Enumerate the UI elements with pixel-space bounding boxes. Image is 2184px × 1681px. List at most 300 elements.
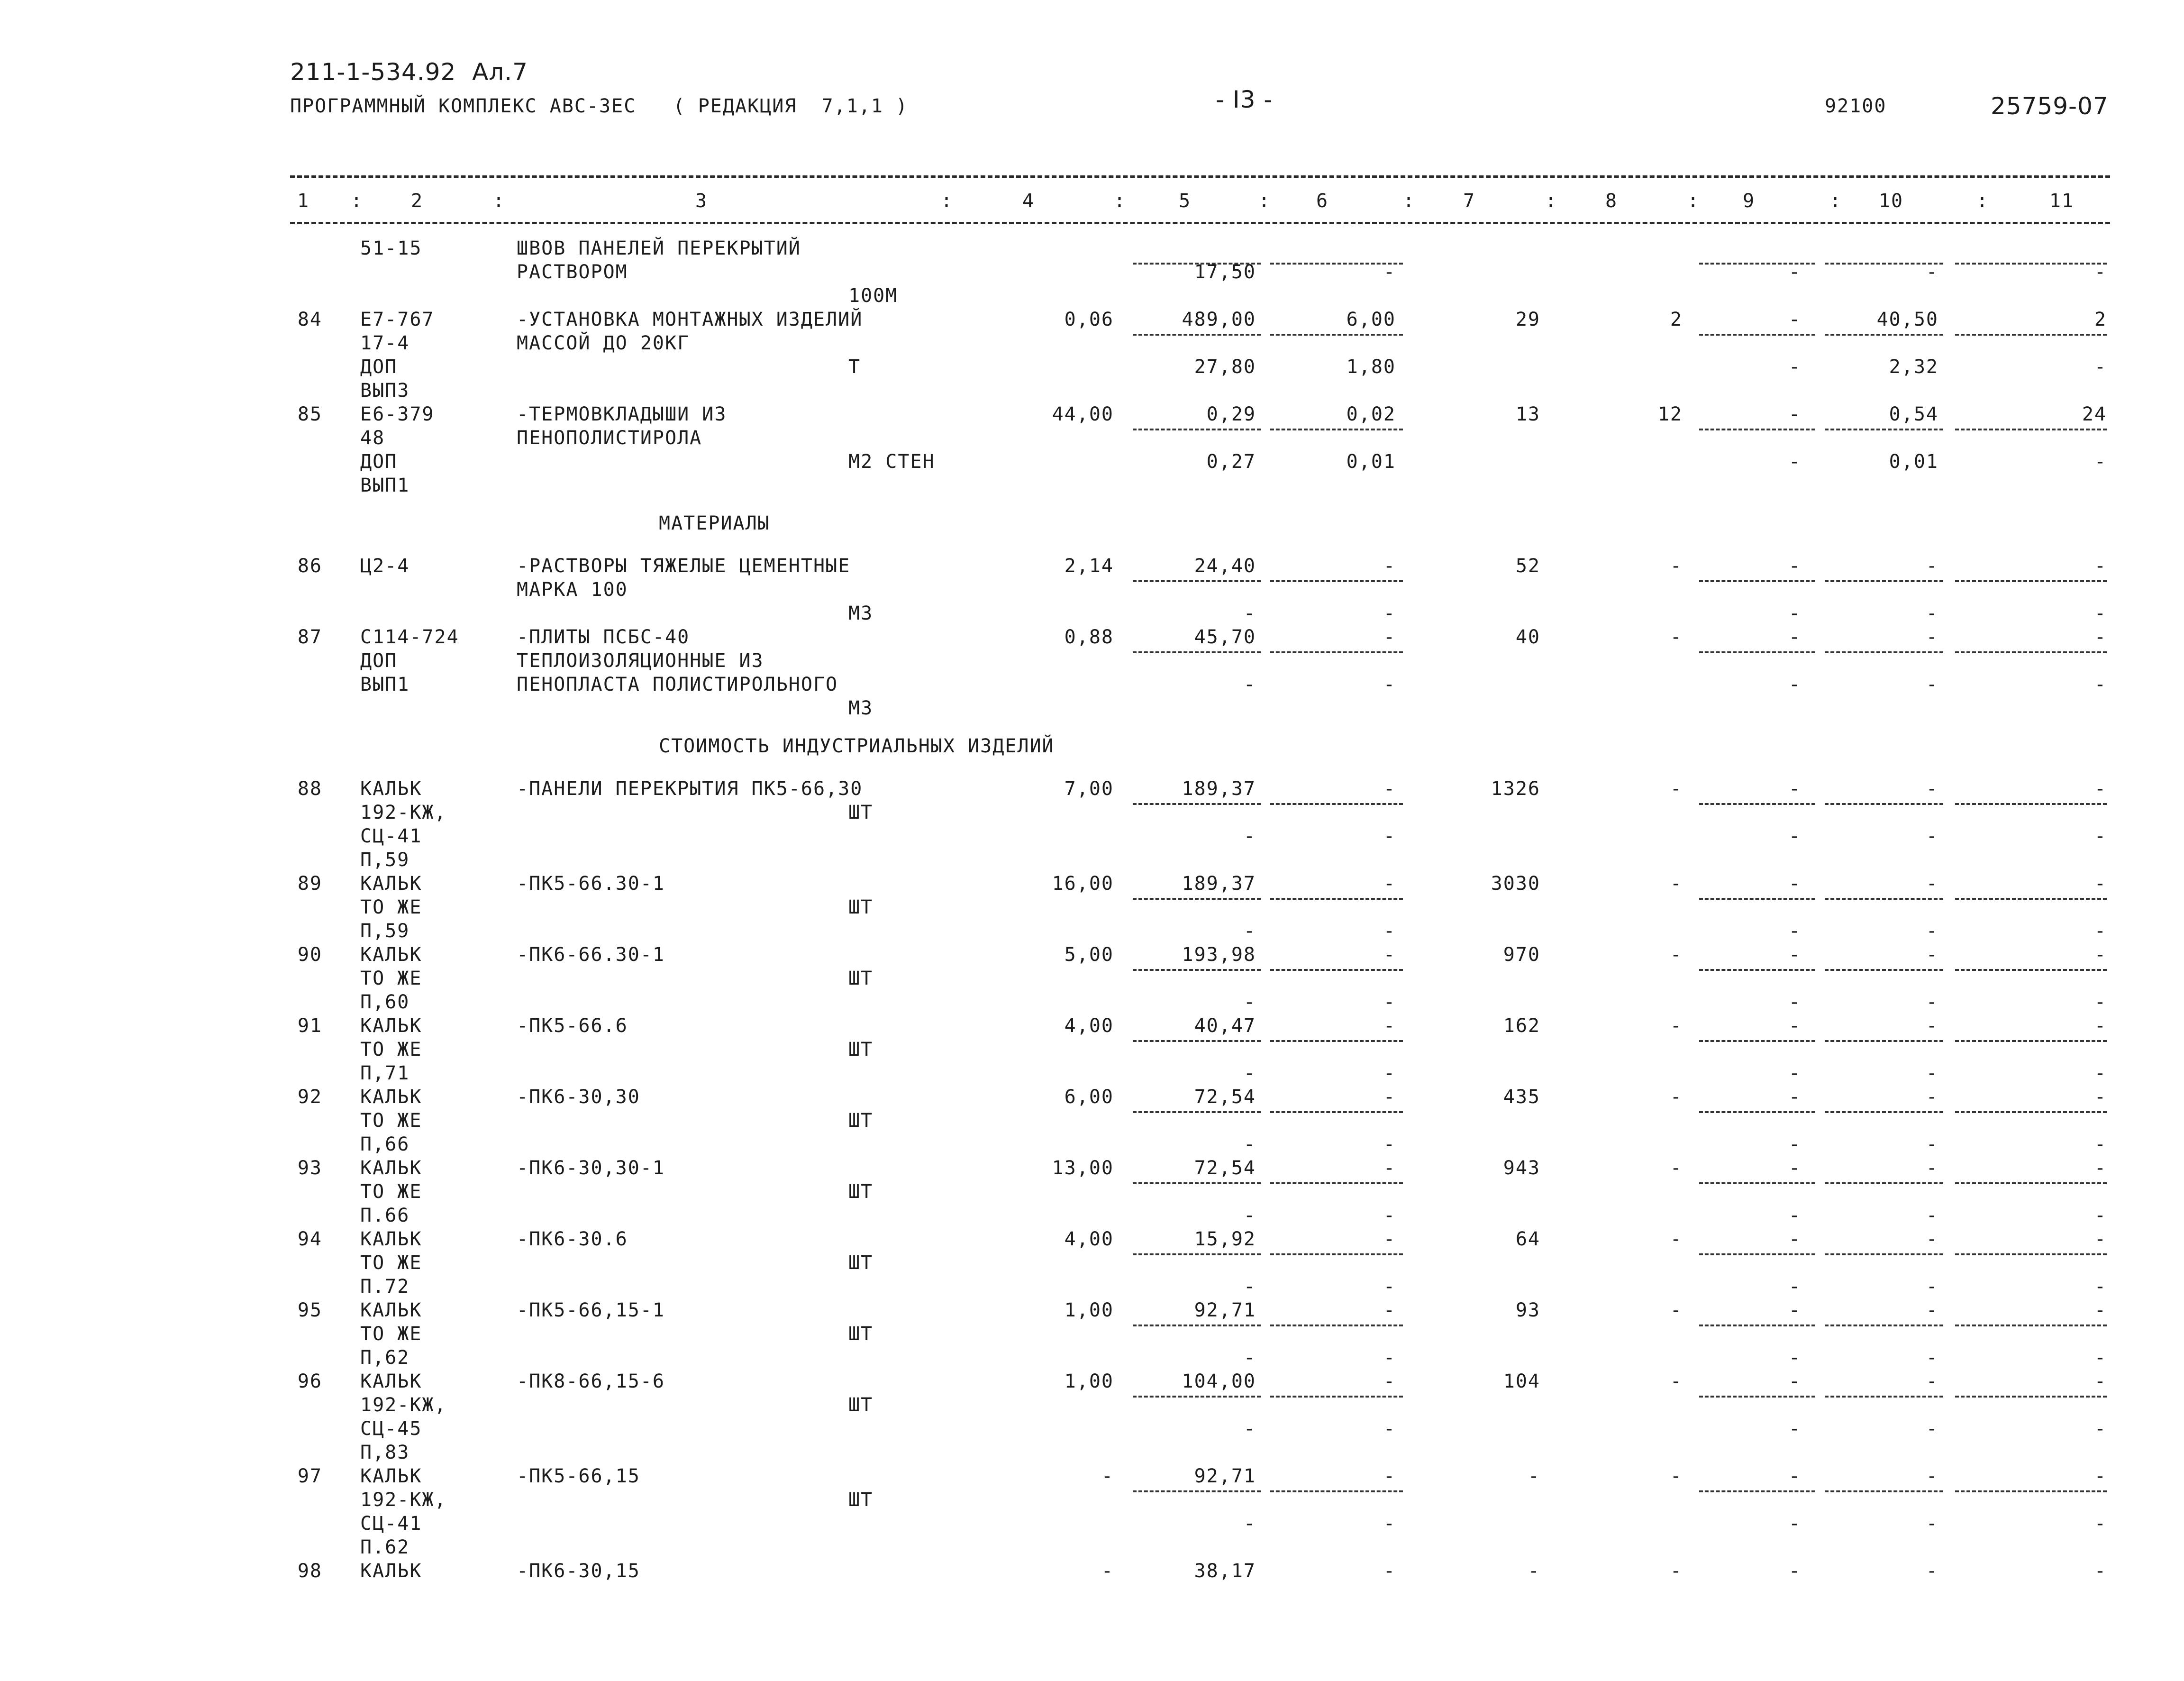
column-separator: :: [493, 190, 506, 212]
column-header-11: 11: [2049, 190, 2075, 212]
row-code: КАЛЬК: [360, 1086, 422, 1108]
subtotal-rule: [1133, 1111, 1261, 1113]
cell-c10: 0,54: [1889, 403, 1938, 425]
cell-c6: -: [1383, 873, 1396, 895]
row-code: П,62: [360, 1347, 410, 1369]
row-code: КАЛЬК: [360, 1370, 422, 1392]
subtotal-rule: [1133, 334, 1261, 336]
row-number: 85: [297, 403, 322, 425]
cell-c5: 189,37: [1182, 778, 1256, 800]
cell-c9: -: [1788, 555, 1801, 577]
cell-c11: -: [2094, 555, 2107, 577]
cell-c4: 16,00: [1052, 873, 1114, 895]
row-code: П,59: [360, 920, 410, 942]
cell-c9: -: [1788, 1157, 1801, 1179]
cell-c11: -: [2094, 1560, 2107, 1582]
cell-c10b: -: [1926, 920, 1938, 942]
subtotal-rule: [1825, 1490, 1943, 1492]
cell-c10b: -: [1926, 1133, 1938, 1155]
cell-c9b: -: [1788, 1418, 1801, 1440]
cell-c7: 93: [1515, 1299, 1540, 1321]
cell-c9b: -: [1788, 356, 1801, 378]
cell-c6: -: [1383, 555, 1396, 577]
subtotal-rule: [1825, 803, 1943, 805]
subtotal-rule: [1955, 1490, 2107, 1492]
cell-c4: 7,00: [1064, 778, 1114, 800]
cell-c11b: -: [2094, 1133, 2107, 1155]
cell-c10: -: [1926, 1015, 1938, 1037]
cell-c9b: -: [1788, 603, 1801, 624]
header-bottom-rule: [290, 222, 2110, 224]
cell-c11: -: [2094, 1465, 2107, 1487]
cell-c11: -: [2094, 1157, 2107, 1179]
cell-c4: 1,00: [1064, 1370, 1114, 1392]
row-description: МАРКА 100: [517, 579, 628, 601]
cell-c4: 13,00: [1052, 1157, 1114, 1179]
column-separator: :: [1258, 190, 1271, 212]
cell-c9: -: [1788, 626, 1801, 648]
cell-c11: 24: [2082, 403, 2107, 425]
subtotal-rule: [1825, 898, 1943, 900]
row-description: -ПК5-66,15: [517, 1465, 640, 1487]
subtotal-rule: [1699, 651, 1815, 653]
cell-c11: -: [2094, 1370, 2107, 1392]
cell-c7: -: [1528, 1560, 1540, 1582]
subtotal-rule: [1825, 429, 1943, 430]
subtotal-rule: [1955, 1111, 2107, 1113]
row-number: 84: [297, 309, 322, 330]
row-description: РАСТВОРОМ: [517, 261, 628, 283]
row-code: КАЛЬК: [360, 1560, 422, 1582]
cell-c4: -: [1101, 1560, 1114, 1582]
cell-c9b: -: [1788, 451, 1801, 473]
cell-c6b: -: [1383, 920, 1396, 942]
row-code: П,60: [360, 991, 410, 1013]
subtotal-rule: [1699, 969, 1815, 971]
subtotal-rule: [1699, 429, 1815, 430]
subtotal-rule: [1699, 1040, 1815, 1042]
row-code: ТО ЖЕ: [360, 896, 422, 918]
row-code: СЦ-41: [360, 825, 422, 847]
row-number: 98: [297, 1560, 322, 1582]
subtotal-rule: [1699, 898, 1815, 900]
cell-c10b: 0,01: [1889, 451, 1938, 473]
subtotal-rule: [1270, 1040, 1403, 1042]
cell-c10b: -: [1926, 674, 1938, 695]
row-unit: ШТ: [848, 802, 874, 823]
cell-c11b: -: [2094, 1347, 2107, 1369]
subtotal-rule: [1955, 1253, 2107, 1255]
cell-c5b: -: [1243, 674, 1256, 695]
subtotal-rule: [1955, 651, 2107, 653]
cell-c5b: -: [1243, 920, 1256, 942]
row-number: 94: [297, 1228, 322, 1250]
cell-c5: 24,40: [1194, 555, 1256, 577]
row-code: 17-4: [360, 332, 410, 354]
row-description: -ПК8-66,15-6: [517, 1370, 665, 1392]
cell-c11b: -: [2094, 825, 2107, 847]
subtotal-rule: [1270, 334, 1403, 336]
row-description: -ПК5-66,15-1: [517, 1299, 665, 1321]
cell-c11b: -: [2094, 674, 2107, 695]
cell-c10: -: [1926, 1157, 1938, 1179]
header-top-rule: [290, 175, 2110, 178]
row-unit: ШТ: [848, 968, 874, 989]
row-number: 86: [297, 555, 322, 577]
row-code: ТО ЖЕ: [360, 1110, 422, 1132]
cell-c9b: -: [1788, 1276, 1801, 1297]
subtotal-rule: [1955, 1396, 2107, 1398]
row-code: КАЛЬК: [360, 1465, 422, 1487]
subtotal-rule: [1825, 580, 1943, 582]
cell-c10b: -: [1926, 603, 1938, 624]
row-unit: М2 СТЕН: [848, 451, 935, 473]
subtotal-rule: [1133, 429, 1261, 430]
cell-c10: -: [1926, 555, 1938, 577]
column-header-2: 2: [410, 190, 424, 212]
cell-c11b: -: [2094, 1418, 2107, 1440]
column-header-4: 4: [1022, 190, 1035, 212]
row-unit: М3: [848, 697, 874, 719]
cell-c6b: -: [1383, 603, 1396, 624]
cell-c5: 72,54: [1194, 1086, 1256, 1108]
cell-c6: -: [1383, 1299, 1396, 1321]
cell-c5: 489,00: [1182, 309, 1256, 330]
cell-c5b: 17,50: [1194, 261, 1256, 283]
row-number: 89: [297, 873, 322, 895]
row-code: ДОП: [360, 650, 398, 672]
subtotal-rule: [1825, 1253, 1943, 1255]
cell-c6: -: [1383, 1015, 1396, 1037]
row-code: КАЛЬК: [360, 1228, 422, 1250]
cell-c8: -: [1670, 1015, 1683, 1037]
row-unit: Т: [848, 356, 861, 378]
row-unit: ШТ: [848, 1252, 874, 1274]
cell-c4: 1,00: [1064, 1299, 1114, 1321]
cell-c6: -: [1383, 778, 1396, 800]
cell-c11: -: [2094, 944, 2107, 966]
row-code: 192-КЖ,: [360, 802, 447, 823]
code-25759: 25759-07: [1991, 92, 2109, 120]
cell-c10: -: [1926, 1465, 1938, 1487]
subtotal-rule: [1825, 334, 1943, 336]
cell-c4: -: [1101, 1465, 1114, 1487]
cell-c9b: -: [1788, 1347, 1801, 1369]
column-header-10: 10: [1878, 190, 1904, 212]
cell-c6b: -: [1383, 1513, 1396, 1535]
row-code: 192-КЖ,: [360, 1489, 447, 1511]
subtotal-rule: [1270, 803, 1403, 805]
row-code: П.66: [360, 1205, 410, 1226]
row-unit: ШТ: [848, 1181, 874, 1203]
row-description: ТЕПЛОИЗОЛЯЦИОННЫЕ ИЗ: [517, 650, 764, 672]
row-code: ВЫП1: [360, 674, 410, 695]
cell-c10b: -: [1926, 1513, 1938, 1535]
section-heading: СТОИМОСТЬ ИНДУСТРИАЛЬНЫХ ИЗДЕЛИЙ: [659, 735, 1055, 757]
cell-c7: 1326: [1491, 778, 1540, 800]
cell-c10b: -: [1926, 1347, 1938, 1369]
row-unit: ШТ: [848, 1394, 874, 1416]
cell-c9: -: [1788, 778, 1801, 800]
cell-c9: -: [1788, 1228, 1801, 1250]
subtotal-rule: [1133, 1182, 1261, 1184]
row-description: ПЕНОПЛАСТА ПОЛИСТИРОЛЬНОГО: [517, 674, 838, 695]
cell-c9: -: [1788, 1465, 1801, 1487]
cell-c4: 4,00: [1064, 1015, 1114, 1037]
subtotal-rule: [1270, 429, 1403, 430]
cell-c11: -: [2094, 1015, 2107, 1037]
column-separator: :: [1976, 190, 1989, 212]
cell-c5b: -: [1243, 991, 1256, 1013]
cell-c10b: 2,32: [1889, 356, 1938, 378]
row-number: 91: [297, 1015, 322, 1037]
cell-c5: 92,71: [1194, 1465, 1256, 1487]
column-separator: :: [1687, 190, 1700, 212]
cell-c4: 0,88: [1064, 626, 1114, 648]
cell-c5: 189,37: [1182, 873, 1256, 895]
cell-c10b: -: [1926, 1062, 1938, 1084]
cell-c6b: -: [1383, 1133, 1396, 1155]
subtotal-rule: [1699, 1111, 1815, 1113]
row-code: КАЛЬК: [360, 873, 422, 895]
column-separator: :: [941, 190, 954, 212]
cell-c8: -: [1670, 1157, 1683, 1179]
cell-c11: -: [2094, 1086, 2107, 1108]
cell-c11: -: [2094, 1299, 2107, 1321]
cell-c4: 2,14: [1064, 555, 1114, 577]
cell-c6b: -: [1383, 1205, 1396, 1226]
program-title: ПРОГРАММНЫЙ КОМПЛЕКС АВС-3ЕС ( РЕДАКЦИЯ 7,1,1 ): [290, 95, 909, 117]
row-number: 95: [297, 1299, 322, 1321]
cell-c9b: -: [1788, 261, 1801, 283]
row-number: 96: [297, 1370, 322, 1392]
cell-c11b: -: [2094, 603, 2107, 624]
cell-c6: -: [1383, 1157, 1396, 1179]
cell-c7: 29: [1515, 309, 1540, 330]
column-header-1: 1: [297, 190, 310, 212]
row-code: 192-КЖ,: [360, 1394, 447, 1416]
cell-c5b: -: [1243, 1418, 1256, 1440]
cell-c8: -: [1670, 1370, 1683, 1392]
cell-c10b: -: [1926, 1205, 1938, 1226]
cell-c8: -: [1670, 873, 1683, 895]
subtotal-rule: [1699, 334, 1815, 336]
row-code: С114-724: [360, 626, 459, 648]
cell-c5b: -: [1243, 603, 1256, 624]
cell-c9b: -: [1788, 991, 1801, 1013]
page-number: - I3 -: [1216, 86, 1273, 113]
row-code: П,59: [360, 849, 410, 871]
column-header-5: 5: [1178, 190, 1192, 212]
cell-c6: -: [1383, 1560, 1396, 1582]
cell-c5b: -: [1243, 825, 1256, 847]
cell-c11b: -: [2094, 920, 2107, 942]
subtotal-rule: [1270, 580, 1403, 582]
subtotal-rule: [1133, 1490, 1261, 1492]
cell-c5b: -: [1243, 1513, 1256, 1535]
row-number: 93: [297, 1157, 322, 1179]
cell-c10: -: [1926, 1370, 1938, 1392]
cell-c5: 15,92: [1194, 1228, 1256, 1250]
cell-c8: -: [1670, 1086, 1683, 1108]
cell-c10: -: [1926, 778, 1938, 800]
cell-c7: 104: [1503, 1370, 1540, 1392]
row-code: ТО ЖЕ: [360, 1039, 422, 1060]
subtotal-rule: [1270, 1396, 1403, 1398]
row-unit: ШТ: [848, 1110, 874, 1132]
subtotal-rule: [1270, 1490, 1403, 1492]
subtotal-rule: [1955, 1325, 2107, 1326]
cell-c6b: -: [1383, 1062, 1396, 1084]
subtotal-rule: [1955, 1182, 2107, 1184]
cell-c10: -: [1926, 1086, 1938, 1108]
subtotal-rule: [1699, 1182, 1815, 1184]
row-unit: М3: [848, 603, 874, 624]
subtotal-rule: [1825, 651, 1943, 653]
row-unit: 100М: [848, 285, 898, 307]
cell-c5b: -: [1243, 1133, 1256, 1155]
cell-c11b: -: [2094, 356, 2107, 378]
cell-c7: 435: [1503, 1086, 1540, 1108]
cell-c11b: -: [2094, 1205, 2107, 1226]
cell-c8: -: [1670, 626, 1683, 648]
row-code: КАЛЬК: [360, 1299, 422, 1321]
row-code: СЦ-45: [360, 1418, 422, 1440]
row-number: 90: [297, 944, 322, 966]
cell-c6: -: [1383, 1228, 1396, 1250]
subtotal-rule: [1955, 580, 2107, 582]
row-description: МАССОЙ ДО 20КГ: [517, 332, 690, 354]
cell-c8: 2: [1670, 309, 1683, 330]
cell-c11b: -: [2094, 1513, 2107, 1535]
column-header-9: 9: [1742, 190, 1756, 212]
row-code: КАЛЬК: [360, 1157, 422, 1179]
cell-c9b: -: [1788, 1133, 1801, 1155]
subtotal-rule: [1699, 1396, 1815, 1398]
cell-c6b: -: [1383, 1347, 1396, 1369]
cell-c10b: -: [1926, 1276, 1938, 1297]
cell-c5: 72,54: [1194, 1157, 1256, 1179]
subtotal-rule: [1699, 1253, 1815, 1255]
subtotal-rule: [1955, 803, 2107, 805]
subtotal-rule: [1825, 1111, 1943, 1113]
cell-c6: 6,00: [1346, 309, 1396, 330]
cell-c9: -: [1788, 1015, 1801, 1037]
row-code: 51-15: [360, 238, 422, 259]
cell-c6b: 0,01: [1346, 451, 1396, 473]
row-description: ПЕНОПОЛИСТИРОЛА: [517, 427, 702, 449]
cell-c10: 40,50: [1876, 309, 1938, 330]
column-header-7: 7: [1463, 190, 1476, 212]
cell-c10: -: [1926, 1560, 1938, 1582]
cell-c11b: -: [2094, 261, 2107, 283]
cell-c4: 44,00: [1052, 403, 1114, 425]
row-code: П,83: [360, 1442, 410, 1463]
subtotal-rule: [1133, 898, 1261, 900]
subtotal-rule: [1270, 969, 1403, 971]
cell-c8: -: [1670, 555, 1683, 577]
cell-c7: 943: [1503, 1157, 1540, 1179]
subtotal-rule: [1825, 1325, 1943, 1326]
cell-c8: -: [1670, 944, 1683, 966]
cell-c8: -: [1670, 778, 1683, 800]
row-number: 97: [297, 1465, 322, 1487]
cell-c10: -: [1926, 944, 1938, 966]
row-code: КАЛЬК: [360, 1015, 422, 1037]
row-unit: ШТ: [848, 1323, 874, 1345]
subtotal-rule: [1270, 1111, 1403, 1113]
cell-c11b: -: [2094, 1276, 2107, 1297]
cell-c10b: -: [1926, 1418, 1938, 1440]
cell-c11: -: [2094, 778, 2107, 800]
subtotal-rule: [1133, 1325, 1261, 1326]
row-number: 88: [297, 778, 322, 800]
cell-c5b: -: [1243, 1276, 1256, 1297]
cell-c6b: 1,80: [1346, 356, 1396, 378]
subtotal-rule: [1699, 580, 1815, 582]
row-code: ТО ЖЕ: [360, 1181, 422, 1203]
cell-c7: -: [1528, 1465, 1540, 1487]
cell-c6: -: [1383, 944, 1396, 966]
row-code: 48: [360, 427, 385, 449]
cell-c8: -: [1670, 1228, 1683, 1250]
row-code: ВЫП3: [360, 380, 410, 402]
cell-c10: -: [1926, 1299, 1938, 1321]
subtotal-rule: [1133, 651, 1261, 653]
row-code: ТО ЖЕ: [360, 1323, 422, 1345]
cell-c6: -: [1383, 1370, 1396, 1392]
cell-c10: -: [1926, 626, 1938, 648]
row-code: СЦ-41: [360, 1513, 422, 1535]
cell-c11b: -: [2094, 991, 2107, 1013]
cell-c9b: -: [1788, 920, 1801, 942]
cell-c7: 162: [1503, 1015, 1540, 1037]
cell-c6: -: [1383, 626, 1396, 648]
subtotal-rule: [1270, 1325, 1403, 1326]
cell-c9: -: [1788, 1086, 1801, 1108]
cell-c5b: -: [1243, 1062, 1256, 1084]
row-description: -РАСТВОРЫ ТЯЖЕЛЫЕ ЦЕМЕНТНЫЕ: [517, 555, 851, 577]
row-description: -ПК6-30.6: [517, 1228, 628, 1250]
row-description: -ПЛИТЫ ПСБС-40: [517, 626, 690, 648]
subtotal-rule: [1825, 1040, 1943, 1042]
cell-c5b: 27,80: [1194, 356, 1256, 378]
row-code: Е7-767: [360, 309, 435, 330]
subtotal-rule: [1699, 803, 1815, 805]
column-header-6: 6: [1316, 190, 1329, 212]
cell-c11: -: [2094, 873, 2107, 895]
cell-c6b: -: [1383, 825, 1396, 847]
cell-c11: -: [2094, 1228, 2107, 1250]
subtotal-rule: [1955, 898, 2107, 900]
subtotal-rule: [1133, 969, 1261, 971]
row-description: -ПК6-30,30: [517, 1086, 640, 1108]
cell-c5: 92,71: [1194, 1299, 1256, 1321]
cell-c11b: -: [2094, 451, 2107, 473]
cell-c6b: -: [1383, 991, 1396, 1013]
cell-c5: 40,47: [1194, 1015, 1256, 1037]
row-description: ШВОВ ПАНЕЛЕЙ ПЕРЕКРЫТИЙ: [517, 238, 801, 259]
cell-c10b: -: [1926, 825, 1938, 847]
subtotal-rule: [1825, 1182, 1943, 1184]
cell-c9: -: [1788, 1370, 1801, 1392]
doc-code: 211-1-534.92 Ал.7: [290, 58, 528, 86]
subtotal-rule: [1133, 803, 1261, 805]
cell-c9b: -: [1788, 1205, 1801, 1226]
cell-c9: -: [1788, 403, 1801, 425]
row-code: П,71: [360, 1062, 410, 1084]
row-code: П.72: [360, 1276, 410, 1297]
